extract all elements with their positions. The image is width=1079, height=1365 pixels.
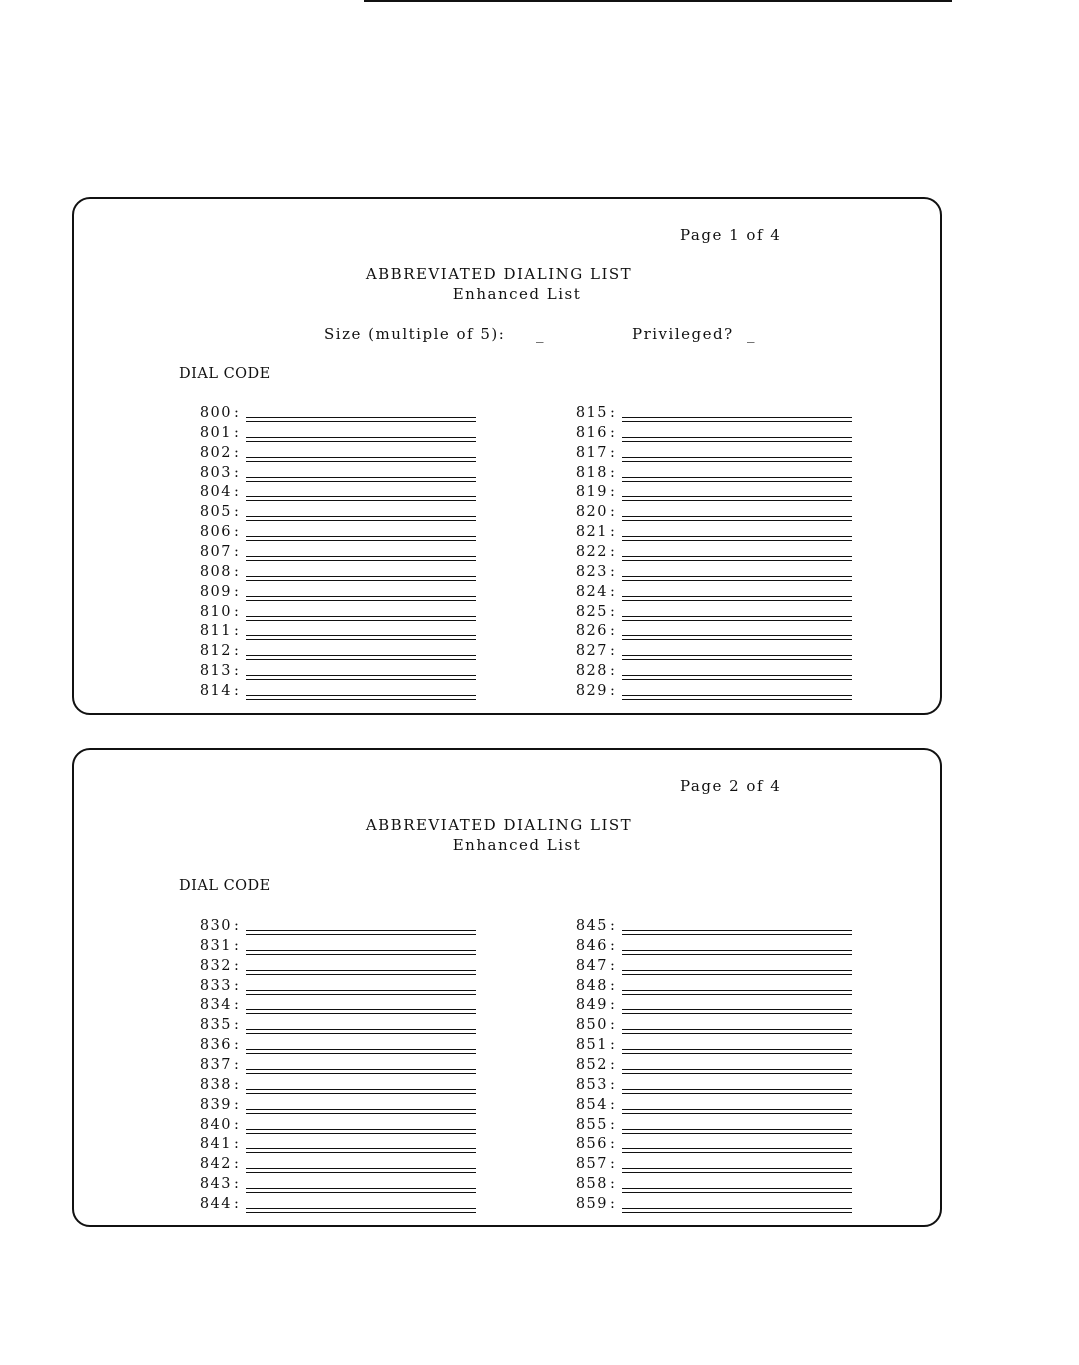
dial-code-separator: :	[610, 603, 615, 620]
phone-number-field-underline	[246, 1212, 476, 1213]
dial-code-number: 806	[199, 524, 232, 541]
phone-number-field-underline	[246, 994, 476, 995]
dial-code-separator: :	[234, 543, 239, 560]
phone-number-field-underline	[246, 1073, 476, 1074]
dial-code-header: DIAL CODE	[179, 366, 271, 382]
phone-number-field[interactable]	[622, 516, 852, 517]
dial-code-number: 857	[575, 1156, 608, 1173]
dial-code-separator: :	[610, 663, 615, 680]
phone-number-field[interactable]	[622, 417, 852, 418]
phone-number-field-underline	[246, 560, 476, 561]
phone-number-field-underline	[246, 679, 476, 680]
phone-number-field[interactable]	[622, 695, 852, 696]
dial-code-separator: :	[234, 663, 239, 680]
page-number: Page 2 of 4	[680, 777, 782, 795]
size-field[interactable]: _	[536, 325, 545, 343]
dial-code-header: DIAL CODE	[179, 878, 271, 894]
dial-code-number: 828	[575, 663, 608, 680]
phone-number-field-underline	[246, 500, 476, 501]
phone-number-field[interactable]	[246, 1069, 476, 1070]
dial-code-separator: :	[234, 1116, 239, 1133]
phone-number-field-underline	[246, 1013, 476, 1014]
dial-code-number: 844	[199, 1195, 232, 1212]
phone-number-field-underline	[622, 659, 852, 660]
phone-number-field-underline	[622, 679, 852, 680]
dial-code-separator: :	[234, 1096, 239, 1113]
dial-code-number: 817	[575, 444, 608, 461]
dial-code-number: 847	[575, 957, 608, 974]
dial-code-number: 813	[199, 663, 232, 680]
dial-code-separator: :	[234, 1195, 239, 1212]
phone-number-field[interactable]	[246, 616, 476, 617]
dial-code-separator: :	[234, 997, 239, 1014]
phone-number-field-underline	[622, 934, 852, 935]
dial-code-separator: :	[610, 937, 615, 954]
dial-code-number: 837	[199, 1056, 232, 1073]
dial-code-separator: :	[234, 1056, 239, 1073]
phone-number-field-underline	[246, 580, 476, 581]
dial-code-separator: :	[610, 563, 615, 580]
form-title: ABBREVIATED DIALING LIST	[365, 265, 633, 283]
dial-code-separator: :	[610, 583, 615, 600]
dial-code-number: 816	[575, 424, 608, 441]
phone-number-field[interactable]	[622, 990, 852, 991]
phone-number-field[interactable]	[246, 496, 476, 497]
phone-number-field-underline	[246, 481, 476, 482]
phone-number-field-underline	[622, 540, 852, 541]
dial-code-separator: :	[610, 977, 615, 994]
dial-code-number: 826	[575, 623, 608, 640]
dial-code-number: 833	[199, 977, 232, 994]
dial-code-number: 819	[575, 484, 608, 501]
dial-code-separator: :	[610, 1195, 615, 1212]
dial-code-separator: :	[610, 1136, 615, 1153]
phone-number-field[interactable]	[622, 1168, 852, 1169]
form-screen-page-2	[72, 748, 942, 1227]
phone-number-field-underline	[246, 1053, 476, 1054]
phone-number-field[interactable]	[622, 616, 852, 617]
dial-code-number: 842	[199, 1156, 232, 1173]
dial-code-separator: :	[234, 918, 239, 934]
phone-number-field[interactable]	[246, 477, 476, 478]
dial-code-number: 838	[199, 1076, 232, 1093]
phone-number-field-underline	[622, 600, 852, 601]
phone-number-field[interactable]	[246, 655, 476, 656]
dial-code-separator: :	[234, 424, 239, 441]
phone-number-field[interactable]	[246, 1109, 476, 1110]
privileged-field[interactable]: _	[747, 325, 756, 343]
phone-number-field[interactable]	[622, 1069, 852, 1070]
dial-code-number: 802	[199, 444, 232, 461]
dial-code-number: 856	[575, 1136, 608, 1153]
phone-number-field[interactable]	[622, 1089, 852, 1090]
phone-number-field-underline	[246, 1113, 476, 1114]
dial-code-number: 840	[199, 1116, 232, 1133]
phone-number-field-underline	[622, 699, 852, 700]
dial-code-separator: :	[234, 1156, 239, 1173]
dial-code-number: 808	[199, 563, 232, 580]
phone-number-field[interactable]	[246, 1029, 476, 1030]
phone-number-field-underline	[246, 699, 476, 700]
dial-code-number: 832	[199, 957, 232, 974]
dial-code-separator: :	[610, 957, 615, 974]
dial-code-number: 810	[199, 603, 232, 620]
phone-number-field-underline	[246, 520, 476, 521]
phone-number-field-underline	[246, 600, 476, 601]
form-title: ABBREVIATED DIALING LIST	[365, 816, 633, 834]
dial-code-number: 849	[575, 997, 608, 1014]
phone-number-field-underline	[246, 1172, 476, 1173]
dial-code-number: 809	[199, 583, 232, 600]
dial-code-number: 803	[199, 464, 232, 481]
phone-number-field[interactable]	[246, 635, 476, 636]
dial-code-number: 848	[575, 977, 608, 994]
dial-code-separator: :	[610, 997, 615, 1014]
dial-code-number: 854	[575, 1096, 608, 1113]
dial-code-separator: :	[234, 1076, 239, 1093]
phone-number-field-underline	[622, 620, 852, 621]
phone-number-field-underline	[622, 481, 852, 482]
phone-number-field[interactable]	[246, 1049, 476, 1050]
top-rule	[364, 0, 952, 2]
dial-code-number: 818	[575, 464, 608, 481]
dial-code-number: 800	[199, 405, 232, 421]
dial-code-number: 843	[199, 1176, 232, 1193]
phone-number-field-underline	[622, 1172, 852, 1173]
phone-number-field[interactable]	[622, 457, 852, 458]
phone-number-field-underline	[622, 1212, 852, 1213]
dial-code-separator: :	[610, 1156, 615, 1173]
dial-code-separator: :	[234, 937, 239, 954]
dial-code-separator: :	[610, 1056, 615, 1073]
dial-code-separator: :	[610, 1176, 615, 1193]
phone-number-field-underline	[246, 934, 476, 935]
dial-code-separator: :	[610, 1017, 615, 1034]
phone-number-field[interactable]	[622, 1049, 852, 1050]
dial-code-number: 823	[575, 563, 608, 580]
dial-code-separator: :	[234, 623, 239, 640]
phone-number-field-underline	[246, 639, 476, 640]
dial-code-number: 858	[575, 1176, 608, 1193]
dial-code-number: 825	[575, 603, 608, 620]
phone-number-field[interactable]	[622, 536, 852, 537]
dial-code-separator: :	[234, 524, 239, 541]
dial-code-separator: :	[234, 444, 239, 461]
phone-number-field[interactable]	[622, 950, 852, 951]
phone-number-field[interactable]	[622, 1009, 852, 1010]
dial-code-number: 801	[199, 424, 232, 441]
dial-code-separator: :	[234, 405, 239, 421]
dial-code-separator: :	[610, 643, 615, 660]
dial-code-separator: :	[234, 603, 239, 620]
phone-number-field[interactable]	[622, 1148, 852, 1149]
phone-number-field[interactable]	[246, 1129, 476, 1130]
phone-number-field[interactable]	[622, 970, 852, 971]
dial-code-separator: :	[234, 464, 239, 481]
phone-number-field[interactable]	[246, 675, 476, 676]
phone-number-field-underline	[622, 639, 852, 640]
phone-number-field[interactable]	[622, 635, 852, 636]
phone-number-field-underline	[622, 1152, 852, 1153]
dial-code-number: 841	[199, 1136, 232, 1153]
page-number: Page 1 of 4	[680, 226, 782, 244]
phone-number-field[interactable]	[622, 1188, 852, 1189]
dial-code-separator: :	[234, 484, 239, 501]
dial-code-number: 822	[575, 543, 608, 560]
phone-number-field-underline	[246, 659, 476, 660]
dial-code-separator: :	[610, 444, 615, 461]
dial-code-number: 852	[575, 1056, 608, 1073]
dial-code-number: 835	[199, 1017, 232, 1034]
phone-number-field[interactable]	[622, 1129, 852, 1130]
dial-code-separator: :	[610, 623, 615, 640]
phone-number-field[interactable]	[622, 675, 852, 676]
phone-number-field-underline	[622, 441, 852, 442]
dial-code-separator: :	[234, 1037, 239, 1054]
phone-number-field-underline	[246, 1152, 476, 1153]
dial-code-number: 805	[199, 504, 232, 521]
dial-code-separator: :	[234, 1136, 239, 1153]
phone-number-field-underline	[622, 1192, 852, 1193]
dial-code-separator: :	[234, 563, 239, 580]
phone-number-field[interactable]	[622, 437, 852, 438]
phone-number-field-underline	[622, 520, 852, 521]
phone-number-field[interactable]	[622, 556, 852, 557]
dial-code-separator: :	[234, 504, 239, 521]
dial-code-number: 829	[575, 682, 608, 699]
dial-code-number: 815	[575, 405, 608, 421]
phone-number-field[interactable]	[246, 970, 476, 971]
phone-number-field[interactable]	[246, 1148, 476, 1149]
phone-number-field-underline	[622, 1013, 852, 1014]
phone-number-field-underline	[622, 994, 852, 995]
phone-number-field[interactable]	[622, 477, 852, 478]
phone-number-field-underline	[622, 1073, 852, 1074]
phone-number-field[interactable]	[246, 930, 476, 931]
phone-number-field-underline	[622, 560, 852, 561]
dial-code-separator: :	[234, 977, 239, 994]
phone-number-field[interactable]	[246, 1009, 476, 1010]
phone-number-field[interactable]	[246, 437, 476, 438]
dial-code-number: 839	[199, 1096, 232, 1113]
phone-number-field[interactable]	[246, 516, 476, 517]
phone-number-field[interactable]	[622, 930, 852, 931]
dial-code-number: 846	[575, 937, 608, 954]
phone-number-field-underline	[246, 441, 476, 442]
phone-number-field-underline	[246, 1033, 476, 1034]
phone-number-field[interactable]	[246, 536, 476, 537]
dial-code-separator: :	[610, 1096, 615, 1113]
dial-code-number: 834	[199, 997, 232, 1014]
phone-number-field-underline	[622, 580, 852, 581]
phone-number-field-underline	[246, 620, 476, 621]
dial-code-separator: :	[234, 643, 239, 660]
phone-number-field-underline	[622, 1053, 852, 1054]
phone-number-field-underline	[622, 500, 852, 501]
phone-number-field[interactable]	[246, 457, 476, 458]
phone-number-field[interactable]	[622, 576, 852, 577]
phone-number-field[interactable]	[246, 556, 476, 557]
dial-code-number: 831	[199, 937, 232, 954]
phone-number-field-underline	[622, 1133, 852, 1134]
size-label: Size (multiple of 5):	[324, 325, 506, 343]
phone-number-field[interactable]	[246, 596, 476, 597]
phone-number-field[interactable]	[246, 1208, 476, 1209]
dial-code-separator: :	[610, 543, 615, 560]
dial-code-number: 814	[199, 682, 232, 699]
dial-code-number: 850	[575, 1017, 608, 1034]
phone-number-field[interactable]	[246, 950, 476, 951]
dial-code-separator: :	[610, 1116, 615, 1133]
dial-code-separator: :	[610, 464, 615, 481]
phone-number-field[interactable]	[622, 1208, 852, 1209]
dial-code-separator: :	[234, 583, 239, 600]
dial-code-separator: :	[610, 1076, 615, 1093]
form-screen-page-1	[72, 197, 942, 715]
dial-code-separator: :	[610, 918, 615, 934]
phone-number-field[interactable]	[246, 1089, 476, 1090]
phone-number-field-underline	[246, 974, 476, 975]
dial-code-number: 845	[575, 918, 608, 934]
dial-code-separator: :	[610, 504, 615, 521]
phone-number-field-underline	[246, 1093, 476, 1094]
dial-code-number: 836	[199, 1037, 232, 1054]
phone-number-field-underline	[622, 1033, 852, 1034]
dial-code-number: 821	[575, 524, 608, 541]
phone-number-field-underline	[246, 954, 476, 955]
dial-code-separator: :	[610, 424, 615, 441]
dial-code-separator: :	[610, 524, 615, 541]
form-subtitle: Enhanced List	[452, 285, 582, 303]
phone-number-field-underline	[622, 421, 852, 422]
dial-code-number: 820	[575, 504, 608, 521]
phone-number-field[interactable]	[622, 496, 852, 497]
dial-code-number: 859	[575, 1195, 608, 1212]
dial-code-number: 853	[575, 1076, 608, 1093]
phone-number-field[interactable]	[246, 576, 476, 577]
phone-number-field-underline	[622, 954, 852, 955]
dial-code-separator: :	[234, 1017, 239, 1034]
phone-number-field[interactable]	[246, 1168, 476, 1169]
phone-number-field[interactable]	[622, 1109, 852, 1110]
phone-number-field-underline	[246, 461, 476, 462]
phone-number-field[interactable]	[246, 990, 476, 991]
dial-code-number: 830	[199, 918, 232, 934]
dial-code-separator: :	[234, 1176, 239, 1193]
dial-code-separator: :	[610, 484, 615, 501]
phone-number-field[interactable]	[246, 695, 476, 696]
dial-code-number: 811	[199, 623, 232, 640]
phone-number-field-underline	[622, 461, 852, 462]
phone-number-field[interactable]	[622, 655, 852, 656]
dial-code-number: 824	[575, 583, 608, 600]
dial-code-separator: :	[610, 1037, 615, 1054]
phone-number-field-underline	[246, 1133, 476, 1134]
dial-code-number: 827	[575, 643, 608, 660]
dial-code-number: 804	[199, 484, 232, 501]
dial-code-number: 807	[199, 543, 232, 560]
dial-code-number: 812	[199, 643, 232, 660]
phone-number-field[interactable]	[246, 417, 476, 418]
dial-code-number: 851	[575, 1037, 608, 1054]
phone-number-field-underline	[622, 1093, 852, 1094]
phone-number-field-underline	[246, 421, 476, 422]
phone-number-field-underline	[246, 540, 476, 541]
dial-code-separator: :	[610, 405, 615, 421]
phone-number-field[interactable]	[622, 596, 852, 597]
form-subtitle: Enhanced List	[452, 836, 582, 854]
phone-number-field-underline	[622, 974, 852, 975]
dial-code-separator: :	[234, 682, 239, 699]
dial-code-separator: :	[610, 682, 615, 699]
dial-code-separator: :	[234, 957, 239, 974]
phone-number-field[interactable]	[246, 1188, 476, 1189]
phone-number-field-underline	[246, 1192, 476, 1193]
privileged-label: Privileged?	[632, 325, 734, 343]
phone-number-field[interactable]	[622, 1029, 852, 1030]
phone-number-field-underline	[622, 1113, 852, 1114]
dial-code-number: 855	[575, 1116, 608, 1133]
